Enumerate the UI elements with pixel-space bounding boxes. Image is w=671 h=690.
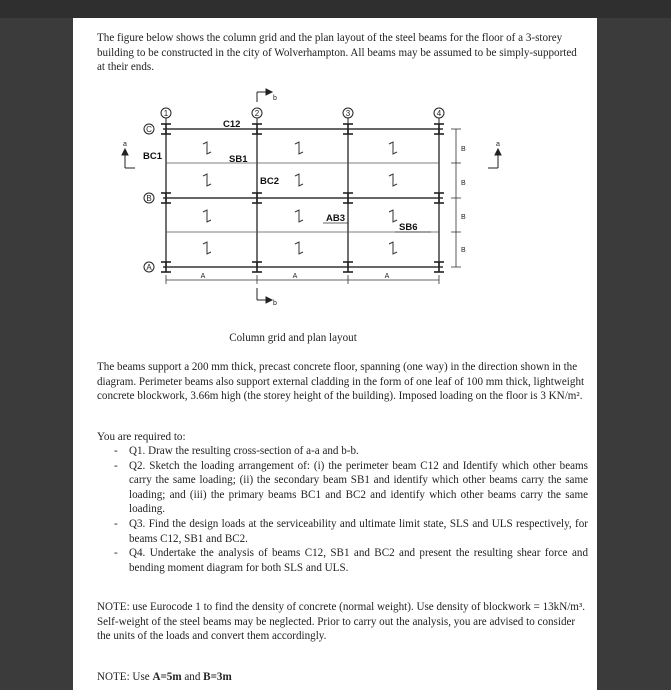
section-marker-b-bottom: b	[273, 300, 277, 307]
note-dimensions	[97, 670, 588, 685]
span-direction-icon	[389, 174, 397, 186]
section-marker-b-top: b	[273, 95, 277, 102]
span-direction-icon	[295, 174, 303, 186]
grid-label-1: 1	[163, 109, 169, 118]
section-marker-a-left: a	[123, 141, 127, 148]
span-direction-icon	[203, 210, 211, 222]
question-list	[97, 444, 588, 575]
span-direction-icon	[203, 174, 211, 186]
note-prefix: NOTE: Use	[97, 671, 153, 683]
question-text: Q3. Find the design loads at the serviceability and ultimate limit state, SLS and ULS respectively, for beams C12, SB1 and BC2.	[129, 517, 588, 545]
figure-caption: Column grid and plan layout	[229, 332, 357, 344]
requirements-heading: You are required to:	[97, 431, 186, 443]
beam-label-bc2: BC2	[260, 176, 280, 187]
note-density: NOTE: use Eurocode 1 to find the density of concrete (normal weight). Use density of blockwork = 13kN/m³. Self-weight of the steel beams may be neglected. Prior to carry out the analysis, you are advised to consider the units of the loads and convert them accordingly.	[97, 601, 586, 643]
beam-label-bc1: BC1	[143, 151, 163, 162]
question-text: Q4. Undertake the analysis of beams C12, SB1 and BC2 and present the resulting shear force and bending moment diagram for both SLS and ULS.	[129, 547, 588, 574]
grid-label-b: B	[146, 194, 152, 203]
question-item-q2: - Q2. Sketch the loading arrangement of: (i) the perimeter beam C12 and Identify which other beams carry the same loading; (ii) the secondary beam SB1 and identify which other beams carry the same loading; and (iii) the primary beams BC1 and BC2 and identify which other beams carry the same loading.	[114, 459, 588, 516]
beam-label-c12: C12	[223, 119, 241, 130]
grid-label-2: 2	[254, 109, 260, 118]
question-item-q1: - Q1. Draw the resulting cross-section of a-a and b-b.	[114, 445, 359, 457]
beam-label-ab3: AB3	[326, 213, 346, 224]
dimension-a-3: A	[384, 273, 390, 280]
question-text: Q1. Draw the resulting cross-section of a-a and b-b.	[129, 445, 359, 457]
span-direction-icon	[203, 142, 211, 154]
loading-paragraph-text: The beams support a 200 mm thick, precast concrete floor, spanning (one way) in the direction shown in the diagram. Perimeter beams also support external cladding in the form of one leaf of 100 mm thick, lightweight concrete blockwork, 3.66m high (the storey height of the building). Imposed loading on the floor is 3 KN/m².	[97, 361, 585, 403]
span-direction-icon	[295, 142, 303, 154]
question-text: Q2. Sketch the loading arrangement of: (i) the perimeter beam C12 and Identify which other beams carry the same loading; (ii) the secondary beam SB1 and identify which other beams carry the same loading; and (iii) the primary beams BC1 and BC2 and identify which other beams carry the same loading.	[129, 459, 588, 516]
beam-label-sb1: SB1	[229, 154, 248, 165]
section-marker-a-right: a	[496, 141, 500, 148]
intro-paragraph: The figure below shows the column grid and the plan layout of the steel beams for the floor of a 3-storey building to be constructed in the city of Wolverhampton. All beams may be assumed to be simply-supported at their ends.	[97, 32, 577, 74]
column-grid-figure	[73, 18, 597, 318]
span-direction-icon	[295, 242, 303, 254]
viewer-top-bar	[0, 0, 671, 18]
grid-label-a: A	[146, 263, 152, 272]
dimension-b-4: B	[461, 247, 466, 254]
beam-label-sb6: SB6	[399, 222, 418, 233]
grid-label-3: 3	[345, 109, 351, 118]
note-a-value: A=5m	[152, 671, 182, 683]
span-direction-icon	[389, 210, 397, 222]
grid-label-c: C	[146, 125, 152, 134]
note-b-value: B=3m	[203, 671, 232, 683]
note-and: and	[181, 671, 204, 683]
document-page	[73, 18, 597, 690]
dimension-b-1: B	[461, 146, 466, 153]
question-item-q4: - Q4. Undertake the analysis of beams C12, SB1 and BC2 and present the resulting shear force and bending moment diagram for both SLS and ULS.	[114, 547, 588, 574]
dimension-a-2: A	[292, 273, 298, 280]
span-direction-icon	[203, 242, 211, 254]
span-direction-icon	[389, 142, 397, 154]
span-direction-icon	[389, 242, 397, 254]
span-direction-icon	[295, 210, 303, 222]
question-item-q3: - Q3. Find the design loads at the serviceability and ultimate limit state, SLS and ULS respectively, for beams C12, SB1 and BC2.	[114, 517, 588, 545]
dimension-a-1: A	[200, 273, 206, 280]
dimension-b-2: B	[461, 180, 466, 187]
dimension-b-3: B	[461, 214, 466, 221]
loading-paragraph	[97, 360, 588, 404]
grid-label-4: 4	[436, 109, 442, 118]
